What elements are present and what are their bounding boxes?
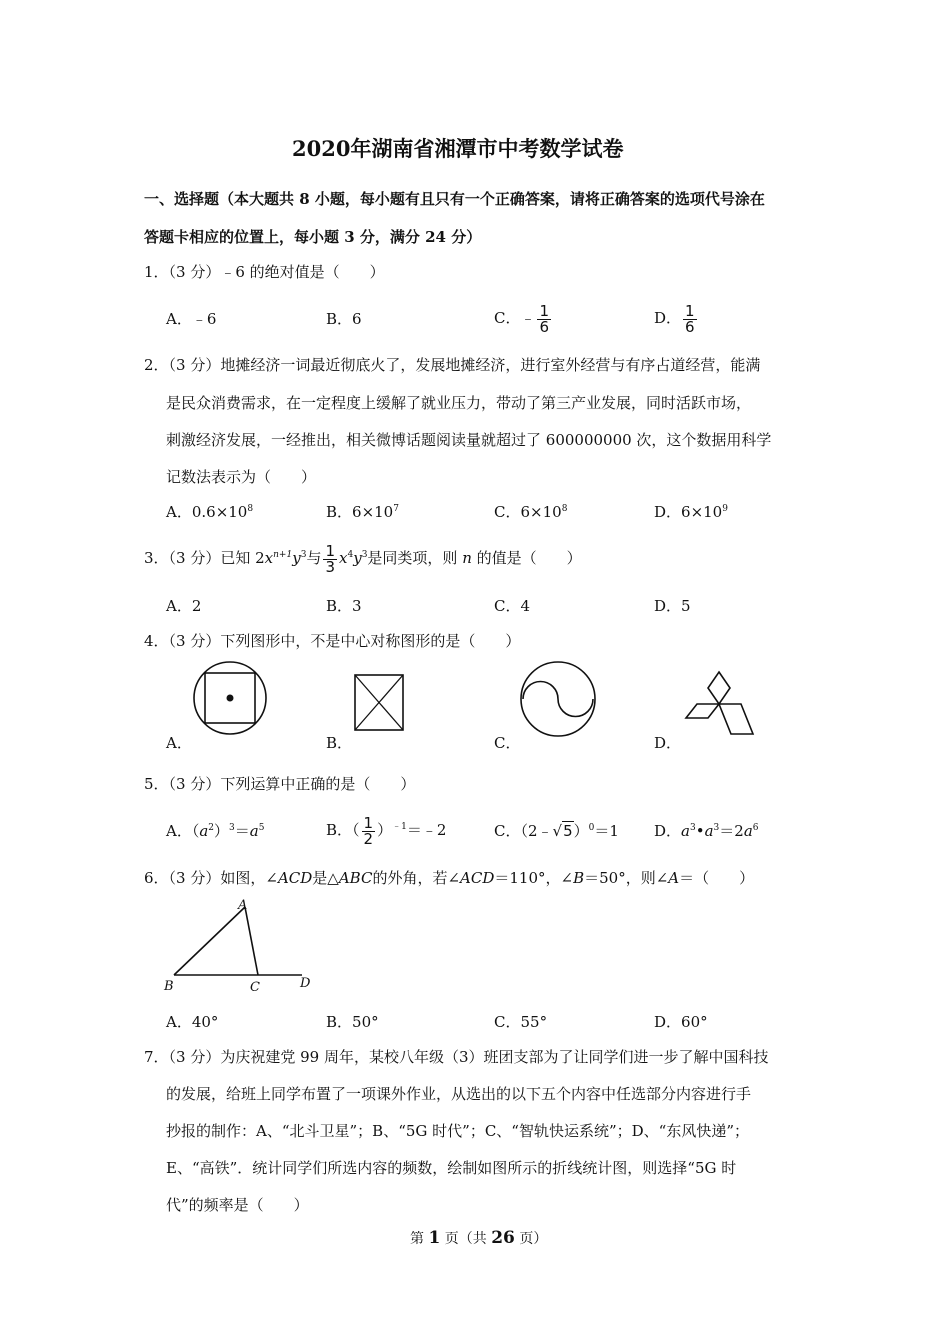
q3-fraction: $\frac{1}{3}$ bbox=[325, 541, 335, 576]
q4-stem: 4．（3 分）下列图形中，不是中心对称图形的是（ ） bbox=[144, 632, 521, 650]
q4-option-b: B． bbox=[326, 734, 353, 752]
section-heading-line2: 答题卡相应的位置上，每小题 3 分，满分 24 分） bbox=[144, 228, 482, 246]
figure-circle-square-dot bbox=[192, 660, 270, 738]
q1-option-d: D． $\frac{1}{6}$ bbox=[654, 301, 695, 336]
figure-three-rhombus bbox=[684, 670, 756, 738]
label-vertex-a: A bbox=[238, 898, 248, 913]
q3-stem: 3．（3 分）已知 $2x^{n+1}y^3$与 $\frac{1}{3}$ $x^4y^3$是同类项，则 n 的值是（ ） bbox=[144, 541, 582, 576]
q6-option-d: D．60° bbox=[654, 1013, 708, 1031]
section-heading-line1: 一、选择题（本大题共 8 小题，每小题有且只有一个正确答案，请将正确答案的选项代号涂在 bbox=[144, 190, 765, 208]
q2-line4: 记数法表示为（ ） bbox=[166, 468, 317, 486]
q4-option-d: D． bbox=[654, 734, 682, 752]
q7-line5: 代”的频率是（ ） bbox=[166, 1196, 309, 1214]
q5-stem: 5．（3 分）下列运算中正确的是（ ） bbox=[144, 775, 416, 793]
q3-option-b: B．3 bbox=[326, 597, 362, 615]
q2-line2: 是民众消费需求，在一定程度上缓解了就业压力，带动了第三产业发展，同时活跃市场， bbox=[166, 394, 752, 412]
q1-fraction-d: $\frac{1}{6}$ bbox=[685, 301, 695, 336]
q5-option-b: B．（ $\frac{1}{2}$ ）$^{﹣1}$＝﹣2 bbox=[326, 813, 447, 848]
q7-line3: 抄报的制作：A、“北斗卫星”；B、“5G 时代”；C、“智轨快运系统”；D、“东风快递”； bbox=[166, 1122, 750, 1140]
q2-line1: 2．（3 分）地摊经济一词最近彻底火了，发展地摊经济，进行室外经营与有序占道经营，能满 bbox=[144, 356, 761, 374]
q5-fraction: $\frac{1}{2}$ bbox=[363, 813, 374, 848]
page-title: 2020年湖南省湘潭市中考数学试卷 bbox=[292, 136, 624, 161]
label-vertex-b: B bbox=[164, 979, 174, 994]
q6-option-b: B．50° bbox=[326, 1013, 379, 1031]
page-footer: 第 1 页（共 26 页） bbox=[410, 1228, 548, 1248]
sqrt-symbol: √5 bbox=[552, 822, 573, 840]
q5-option-c: C．（2﹣√5）$^0$＝1 bbox=[494, 822, 619, 840]
q3-option-c: C．4 bbox=[494, 597, 531, 615]
q6-option-c: C．55° bbox=[494, 1013, 548, 1031]
q7-line2: 的发展，给班上同学布置了一项课外作业，从选出的以下五个内容中任选部分内容进行手 bbox=[166, 1085, 752, 1103]
q7-line1: 7．（3 分）为庆祝建党 99 周年，某校八年级（3）班团支部为了让同学们进一步了解中国科技 bbox=[144, 1048, 769, 1066]
q4-option-c: C． bbox=[494, 734, 521, 752]
label-vertex-d: D bbox=[300, 976, 311, 991]
q1-stem: 1．（3 分）﹣6 的绝对值是（ ） bbox=[144, 263, 385, 281]
q2-option-a: A．$0.6\times 10^8$ bbox=[166, 503, 254, 521]
q2-option-d: D．$6\times 10^9$ bbox=[654, 503, 728, 521]
q1-option-b: B．6 bbox=[326, 310, 362, 328]
q1-fraction-c: $\frac{1}{6}$ bbox=[539, 301, 550, 336]
label-vertex-c: C bbox=[250, 980, 260, 995]
q1-option-a: A．﹣6 bbox=[166, 310, 217, 328]
q3-option-d: D．5 bbox=[654, 597, 691, 615]
q4-option-a: A． bbox=[166, 734, 192, 752]
q6-option-a: A．40° bbox=[166, 1013, 219, 1031]
q2-option-b: B．$6\times 10^7$ bbox=[326, 503, 399, 521]
q3-option-a: A．2 bbox=[166, 597, 202, 615]
figure-yin-yang bbox=[520, 661, 598, 739]
q5-option-a: A．$(a^2)^3=a^5$ bbox=[166, 822, 265, 840]
q6-stem: 6．（3 分）如图，∠ACD是△ABC的外角，若∠ACD＝110°，∠B＝50°，则∠A＝（ ） bbox=[144, 869, 755, 887]
q5-option-d: D．$a^3•a^3=2a^6$ bbox=[654, 822, 759, 840]
q7-line4: E、“高铁”．统计同学们所选内容的频数，绘制如图所示的折线统计图，则选择“5G 时 bbox=[166, 1159, 737, 1177]
q2-option-c: C．$6\times 10^8$ bbox=[494, 503, 568, 521]
q1-option-c: C．﹣ $\frac{1}{6}$ bbox=[494, 301, 550, 336]
q2-line3: 刺激经济发展，一经推出，相关微博话题阅读量就超过了 600000000 次，这个数据用科学 bbox=[166, 431, 772, 449]
figure-square-x bbox=[354, 674, 406, 732]
